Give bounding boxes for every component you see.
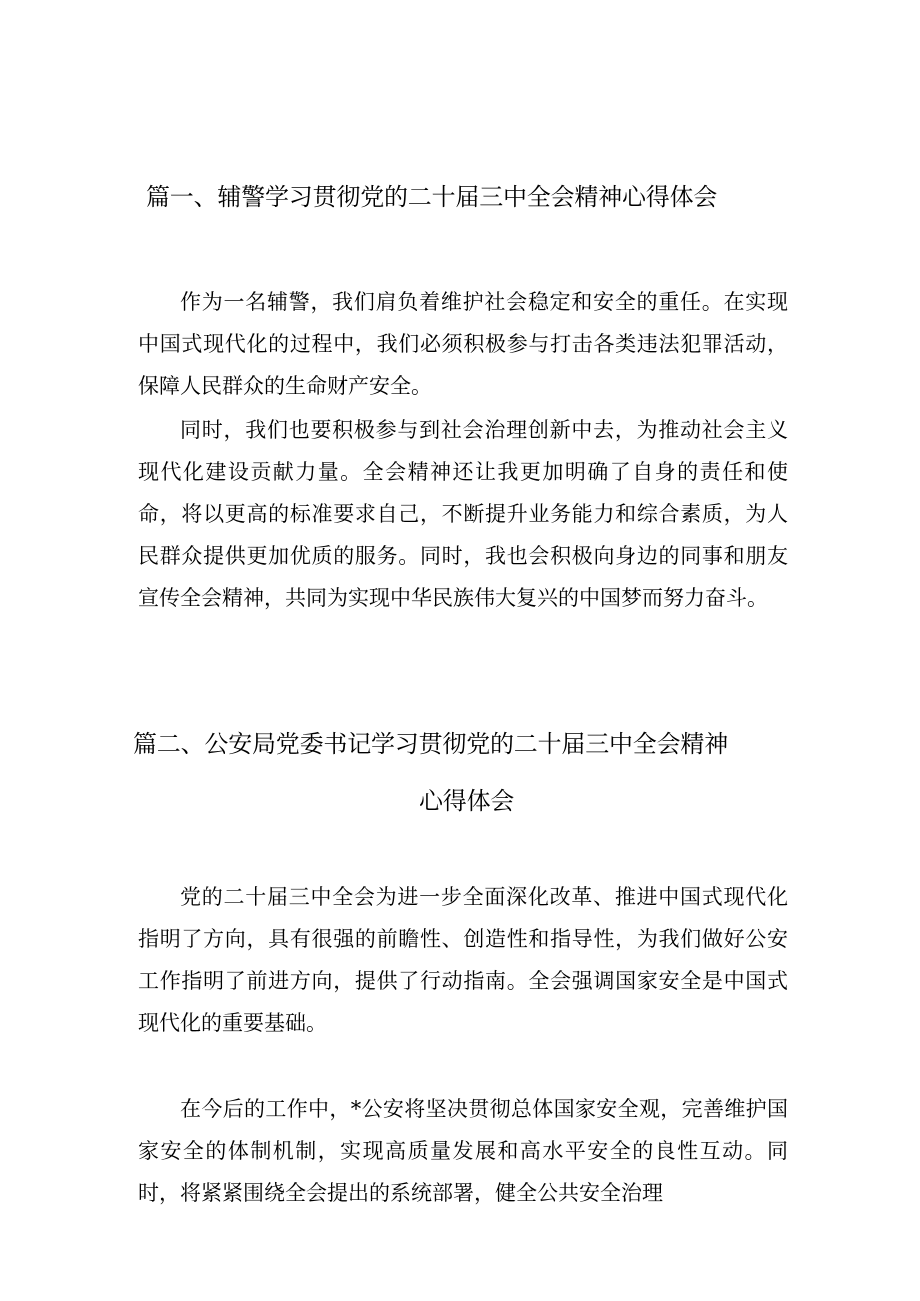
- section-2-paragraph-1: 党的二十届三中全会为进一步全面深化改革、推进中国式现代化指明了方向，具有很强的前瞻性、创造性和指导性，为我们做好公安工作指明了前进方向，提供了行动指南。全会强调国家安全是中国式现代化的重要基础。: [138, 885, 788, 1035]
- section-2-title-line-2: 心得体会: [419, 787, 515, 815]
- section-2-title-line-1: 篇二、公安局党委书记学习贯彻党的二十届三中全会精神: [133, 730, 728, 758]
- section-1-paragraph-1: 作为一名辅警，我们肩负着维护社会稳定和安全的重任。在实现中国式现代化的过程中，我们必须积极参与打击各类违法犯罪活动，保障人民群众的生命财产安全。: [138, 290, 788, 398]
- section-1-paragraph-2: 同时，我们也要积极参与到社会治理创新中去，为推动社会主义现代化建设贡献力量。全会精神还让我更加明确了自身的责任和使命，将以更高的标准要求自己，不断提升业务能力和综合素质，为人民群众提供更加优质的服务。同时，我也会积极向身边的同事和朋友宣传全会精神，共同为实现中华民族伟大复兴的中国梦而努力奋斗。: [138, 418, 788, 610]
- section-1-title: 篇一、辅警学习贯彻党的二十届三中全会精神心得体会: [146, 183, 718, 211]
- section-2-paragraph-2: 在今后的工作中，*公安将坚决贯彻总体国家安全观，完善维护国家安全的体制机制，实现高质量发展和高水平安全的良性互动。同时，将紧紧围绕全会提出的系统部署，健全公共安全治理: [138, 1097, 788, 1205]
